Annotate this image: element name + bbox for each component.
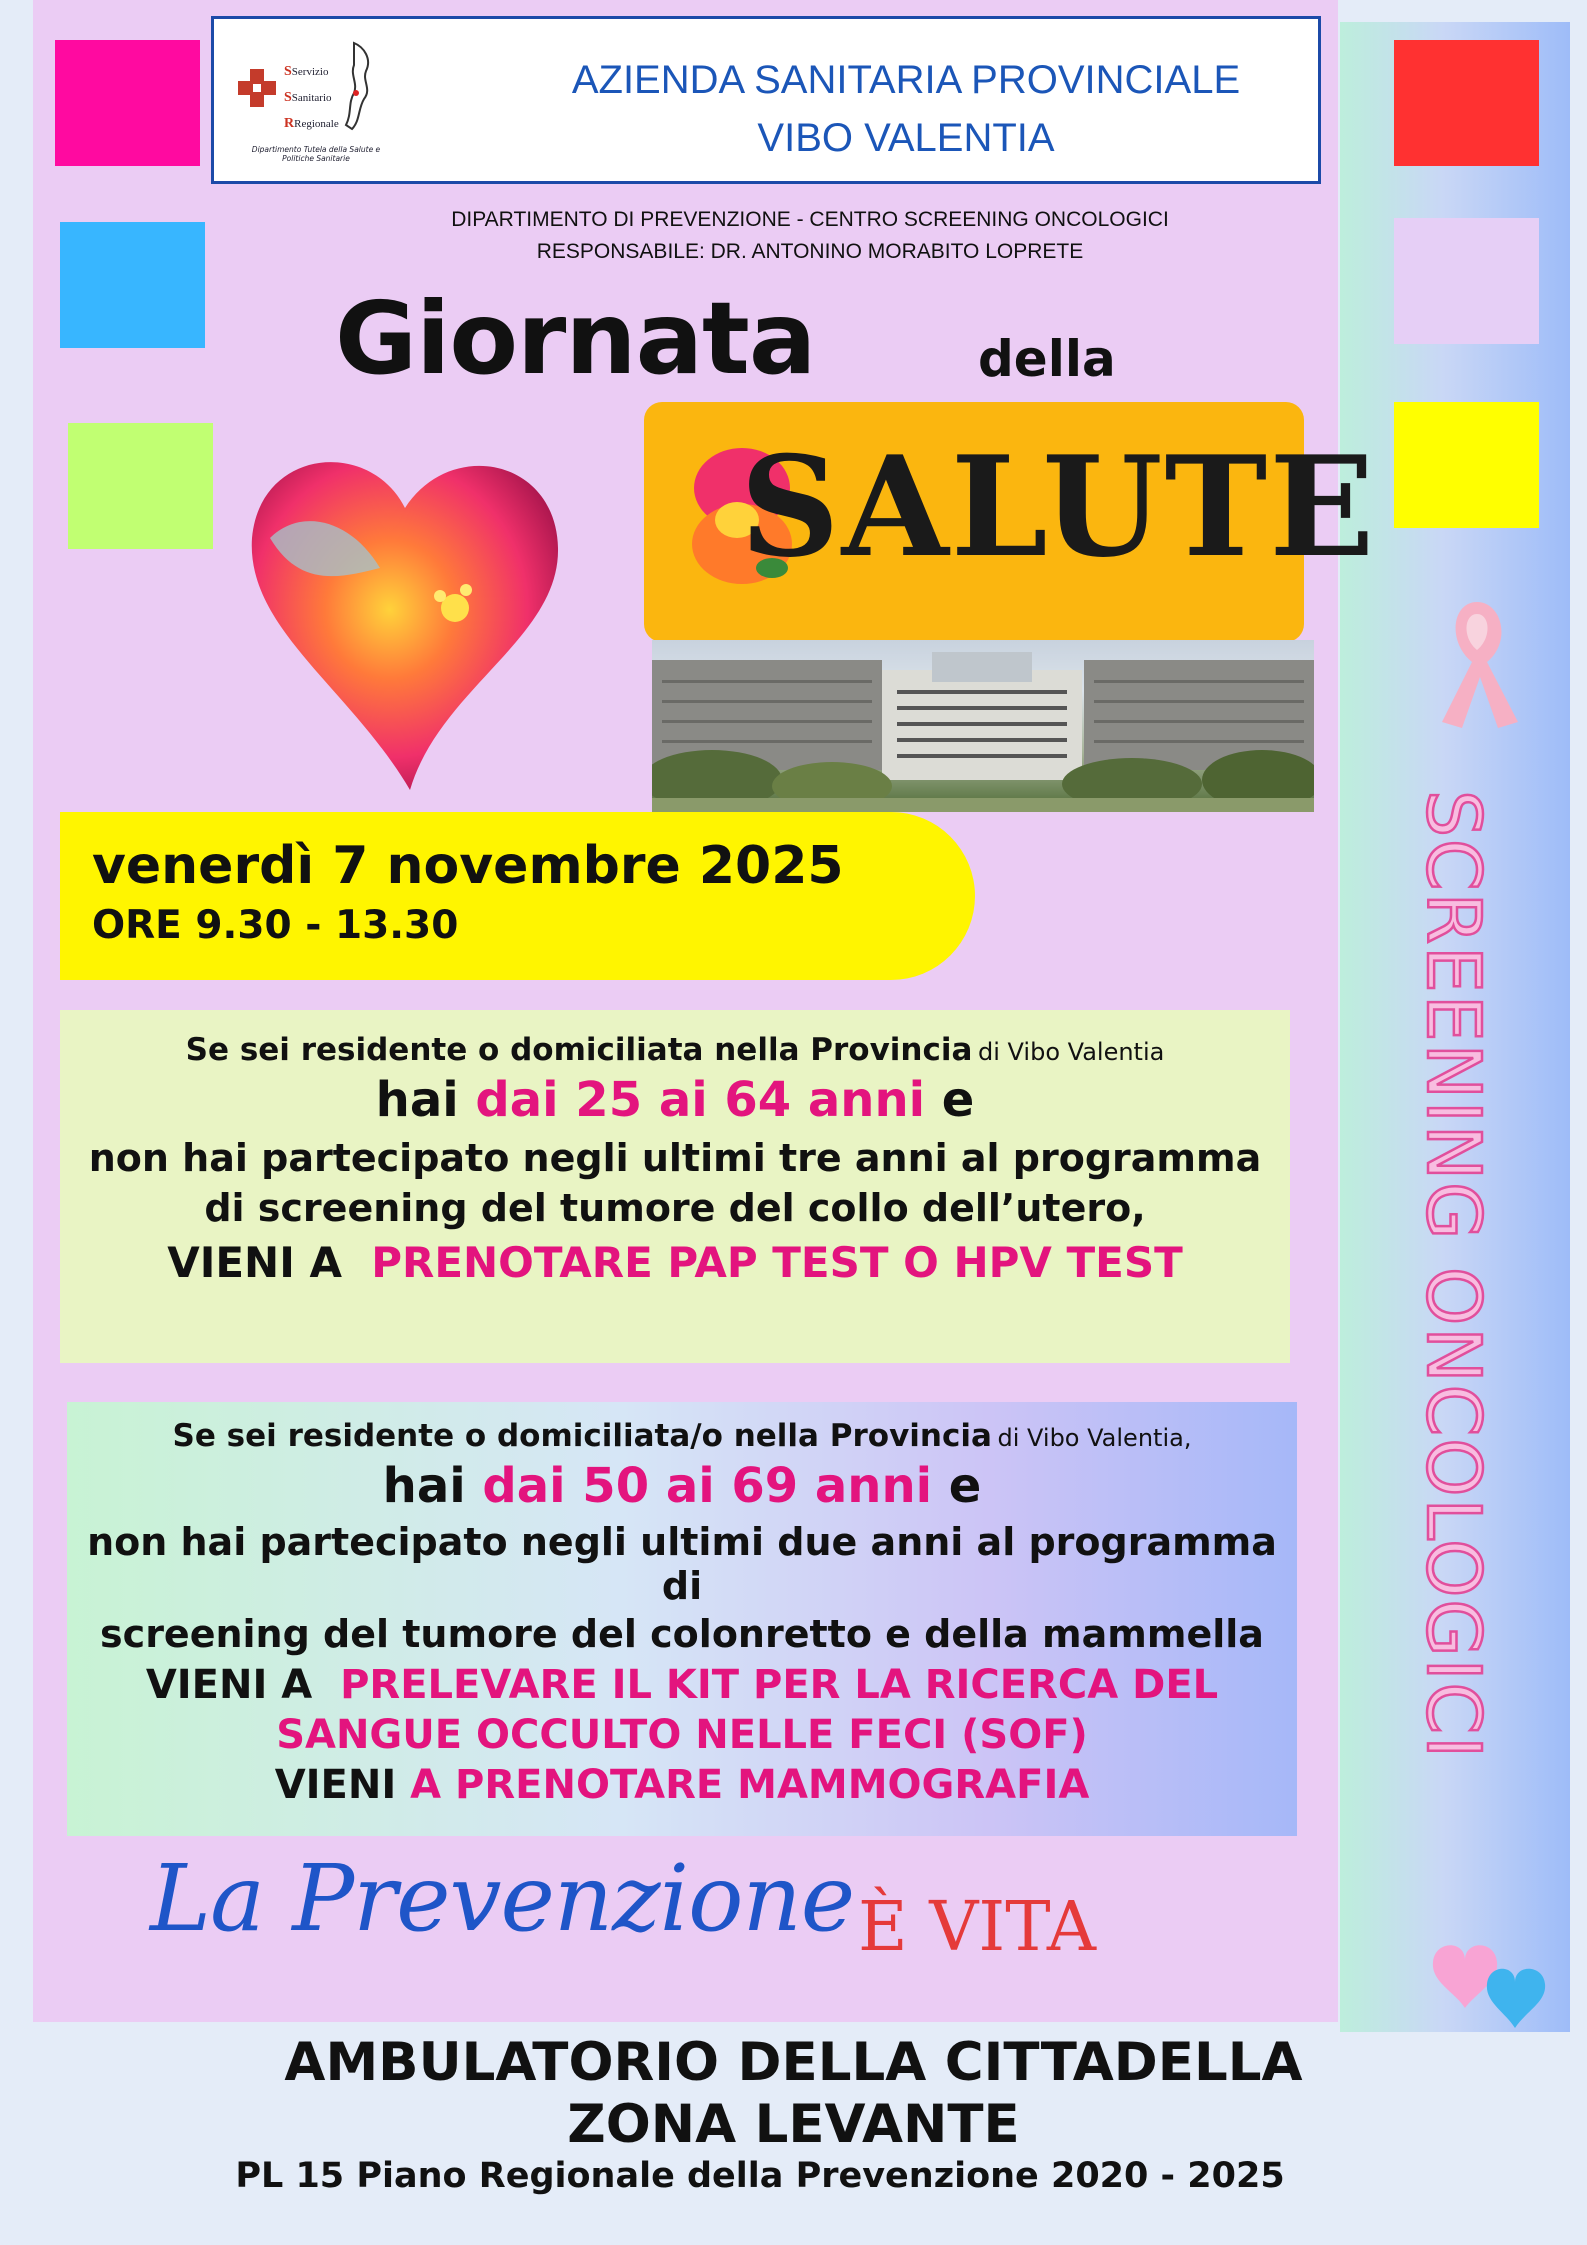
- building-icon: [652, 640, 1314, 812]
- box2-cta2-row: [67, 1762, 1297, 1808]
- flower-heart-icon: [240, 438, 570, 794]
- logo-department: Dipartimento Tutela della Salute e Politiche Sanitarie: [251, 145, 381, 163]
- box2-cta1-line1: PRELEVARE IL KIT PER LA RICERCA DEL: [340, 1662, 1219, 1708]
- box1-intro: Se sei residente o domiciliata nella Provincia: [185, 1032, 973, 1068]
- box2-cta1-row: [67, 1662, 1297, 1708]
- side-label-screening: [1388, 790, 1514, 1940]
- magenta-square: [55, 40, 200, 166]
- ssr-logo: [234, 37, 384, 169]
- motto-caps: È VITA: [858, 1888, 1096, 1967]
- box1-line4: di screening del tumore del collo dell’utero,: [204, 1186, 1146, 1230]
- box2-cta1-prefix: VIENI A: [145, 1662, 313, 1708]
- info-box-sof-mammografia: [67, 1402, 1297, 1836]
- department-line2: RESPONSABILE: DR. ANTONINO MORABITO LOPRETE: [536, 240, 1084, 263]
- header-org-line2: VIBO VALENTIA: [757, 116, 1055, 160]
- box1-line3: non hai partecipato negli ultimi tre anni al programma: [88, 1136, 1262, 1180]
- box2-intro-row: [67, 1418, 1297, 1454]
- box2-age-row: [67, 1458, 1297, 1514]
- department-line1: DIPARTIMENTO DI PREVENZIONE - CENTRO SCREENING ONCOLOGICI: [451, 208, 1169, 231]
- box1-cta-prefix: VIENI A: [167, 1238, 342, 1287]
- box2-line3: non hai partecipato negli ultimi due anni al programma di: [87, 1520, 1277, 1608]
- motto-script: La Prevenzione: [150, 1845, 855, 1952]
- box1-intro-row: [60, 1032, 1290, 1068]
- box1-intro-small: di Vibo Valentia: [978, 1038, 1165, 1066]
- hearts-icon: [1425, 1930, 1555, 2040]
- box1-cta-row: [60, 1238, 1290, 1287]
- box2-age-suffix: e: [948, 1458, 982, 1514]
- footer-line2: ZONA LEVANTE: [567, 2094, 1020, 2155]
- logo-letters: SServizio SSanitario RRegionale: [284, 64, 339, 131]
- box1-age-prefix: hai: [375, 1072, 459, 1128]
- box2-intro-small: di Vibo Valentia,: [997, 1424, 1192, 1452]
- footer-location: [0, 2032, 1587, 2156]
- header-title: [514, 51, 1298, 167]
- box2-cta1-line2: SANGUE OCCULTO NELLE FECI (SOF): [276, 1712, 1088, 1758]
- box2-age-prefix: hai: [382, 1458, 466, 1514]
- box2-age-range: dai 50 ai 69 anni: [482, 1458, 933, 1514]
- header-org-line1: AZIENDA SANITARIA PROVINCIALE: [571, 58, 1241, 102]
- cittadella-photo: [652, 640, 1314, 812]
- box1-age-row: [60, 1072, 1290, 1128]
- cyan-square: [60, 222, 205, 348]
- title-salute: SALUTE: [740, 425, 1377, 588]
- event-time: ORE 9.30 - 13.30: [92, 903, 459, 948]
- header-box: [211, 16, 1321, 184]
- yellow-square: [1394, 402, 1539, 528]
- side-label-text: SCREENING ONCOLOGICI: [1410, 790, 1496, 1760]
- info-box-pap-test: [60, 1010, 1290, 1363]
- box1-age-suffix: e: [941, 1072, 975, 1128]
- lime-square: [68, 423, 213, 549]
- red-square: [1394, 40, 1539, 166]
- footer-line3: PL 15 Piano Regionale della Prevenzione 2020 - 2025: [235, 2156, 1285, 2196]
- box2-cta2: A PRENOTARE MAMMOGRAFIA: [410, 1762, 1090, 1808]
- event-date: venerdì 7 novembre 2025: [92, 836, 844, 896]
- pink-ribbon-icon: [1432, 592, 1522, 732]
- box1-cta: PRENOTARE PAP TEST O HPV TEST: [371, 1238, 1183, 1287]
- title-della: della: [978, 330, 1116, 388]
- box2-cta2-prefix: VIENI: [274, 1762, 397, 1808]
- box2-line4: screening del tumore del colonretto e della mammella: [100, 1612, 1264, 1656]
- lilac-square: [1394, 218, 1539, 344]
- title-giornata: Giornata: [335, 280, 816, 397]
- footer-line1: AMBULATORIO DELLA CITTADELLA: [284, 2032, 1303, 2093]
- box1-age-range: dai 25 ai 64 anni: [475, 1072, 926, 1128]
- box2-intro: Se sei residente o domiciliata/o nella Provincia: [172, 1418, 992, 1454]
